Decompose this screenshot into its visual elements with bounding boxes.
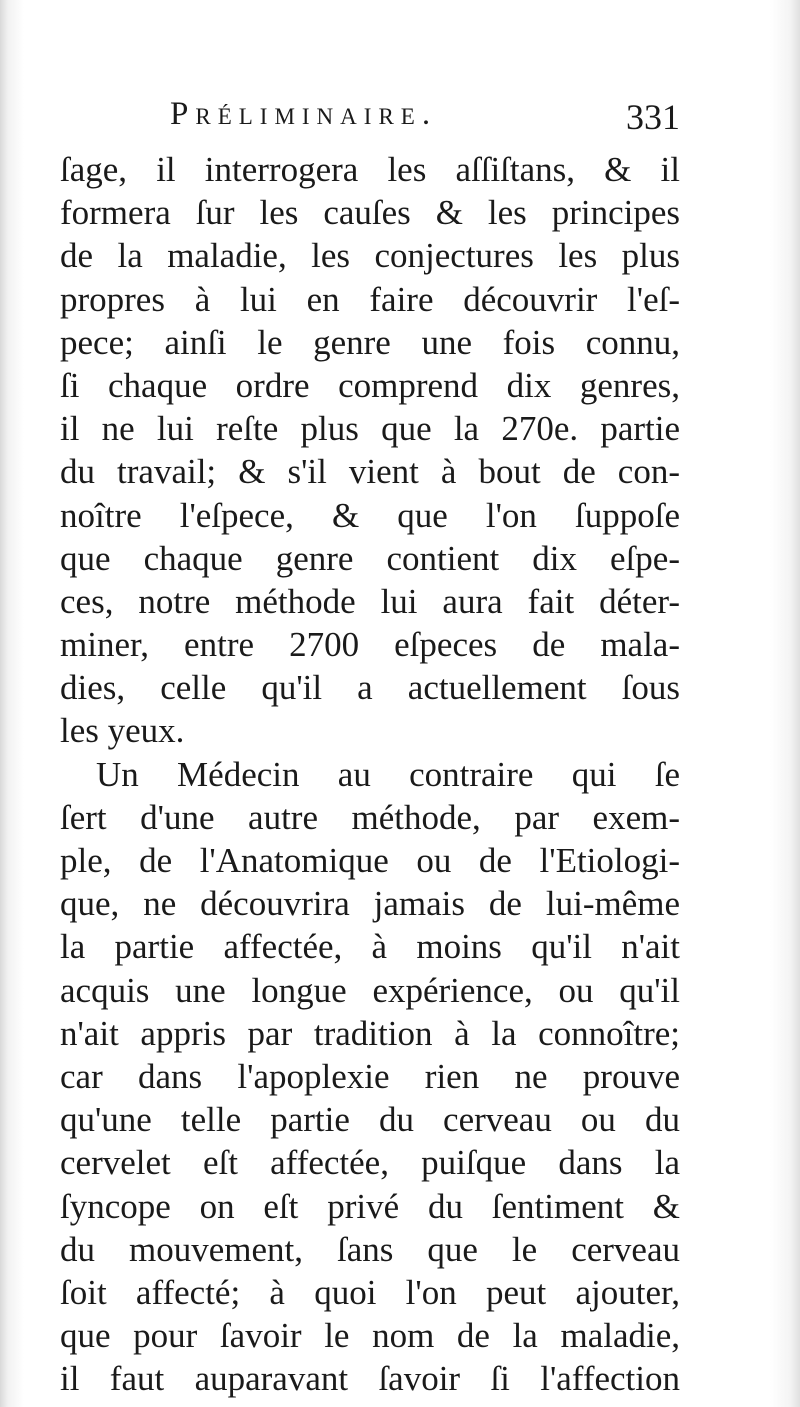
text-line: que pour ſavoir le nom de la maladie,	[60, 1316, 680, 1356]
text-line: qu'une telle partie du cerveau ou du	[60, 1100, 680, 1140]
text-line: Un Médecin au contraire qui ſe	[96, 754, 680, 794]
text-line: du mouvement, ſans que le cerveau	[60, 1229, 680, 1269]
text-line: ple, de l'Anatomique ou de l'Etiologi-	[60, 841, 680, 880]
text-line: pece; ainſi le genre une fois connu,	[60, 322, 680, 362]
text-line: la partie affectée, à moins qu'il n'ait	[60, 927, 680, 967]
text-line: acquis une longue expérience, ou qu'il	[60, 970, 680, 1010]
page-number: 331	[626, 97, 680, 137]
text-line: il faut auparavant ſavoir ſi l'affection	[60, 1359, 680, 1399]
paragraph-1	[60, 148, 680, 753]
text-line: il ne lui reſte plus que la 270e. partie	[60, 409, 680, 449]
text-line: les yeux.	[60, 711, 185, 751]
text-line: du travail; & s'il vient à bout de con-	[60, 452, 680, 492]
paragraph-2	[60, 753, 680, 1401]
text-line: n'ait appris par tradition à la connoître;	[60, 1013, 680, 1053]
text-line: ces, notre méthode lui aura fait déter-	[60, 581, 680, 621]
text-line: car dans l'apoplexie rien ne prouve	[60, 1056, 680, 1096]
text-line: que, ne découvrira jamais de lui-même	[60, 884, 680, 924]
text-line: que chaque genre contient dix eſpe-	[60, 538, 680, 578]
text-line: miner, entre 2700 eſpeces de mala-	[60, 625, 680, 665]
body-text	[60, 148, 680, 1400]
text-line: de la maladie, les conjectures les plus	[60, 236, 680, 276]
text-line: cervelet eſt affectée, puiſque dans la	[60, 1143, 680, 1183]
text-line: ſyncope on eſt privé du ſentiment &	[60, 1186, 680, 1226]
text-line: propres à lui en faire découvrir l'eſ-	[60, 279, 680, 319]
text-line: noître l'eſpece, & que l'on ſuppoſe	[60, 495, 680, 535]
text-line: ſage, il interrogera les aſſiſtans, & il	[60, 150, 680, 189]
text-line: ſi chaque ordre comprend dix genres,	[60, 365, 680, 405]
text-line: ſoit affecté; à quoi l'on peut ajouter,	[60, 1272, 680, 1312]
text-line: formera ſur les cauſes & les principes	[60, 193, 680, 233]
text-line: dies, celle qu'il a actuellement ſous	[60, 668, 680, 708]
running-head	[60, 96, 680, 144]
running-title: Préliminaire.	[170, 96, 438, 132]
text-line: ſert d'une autre méthode, par exem-	[60, 797, 680, 837]
